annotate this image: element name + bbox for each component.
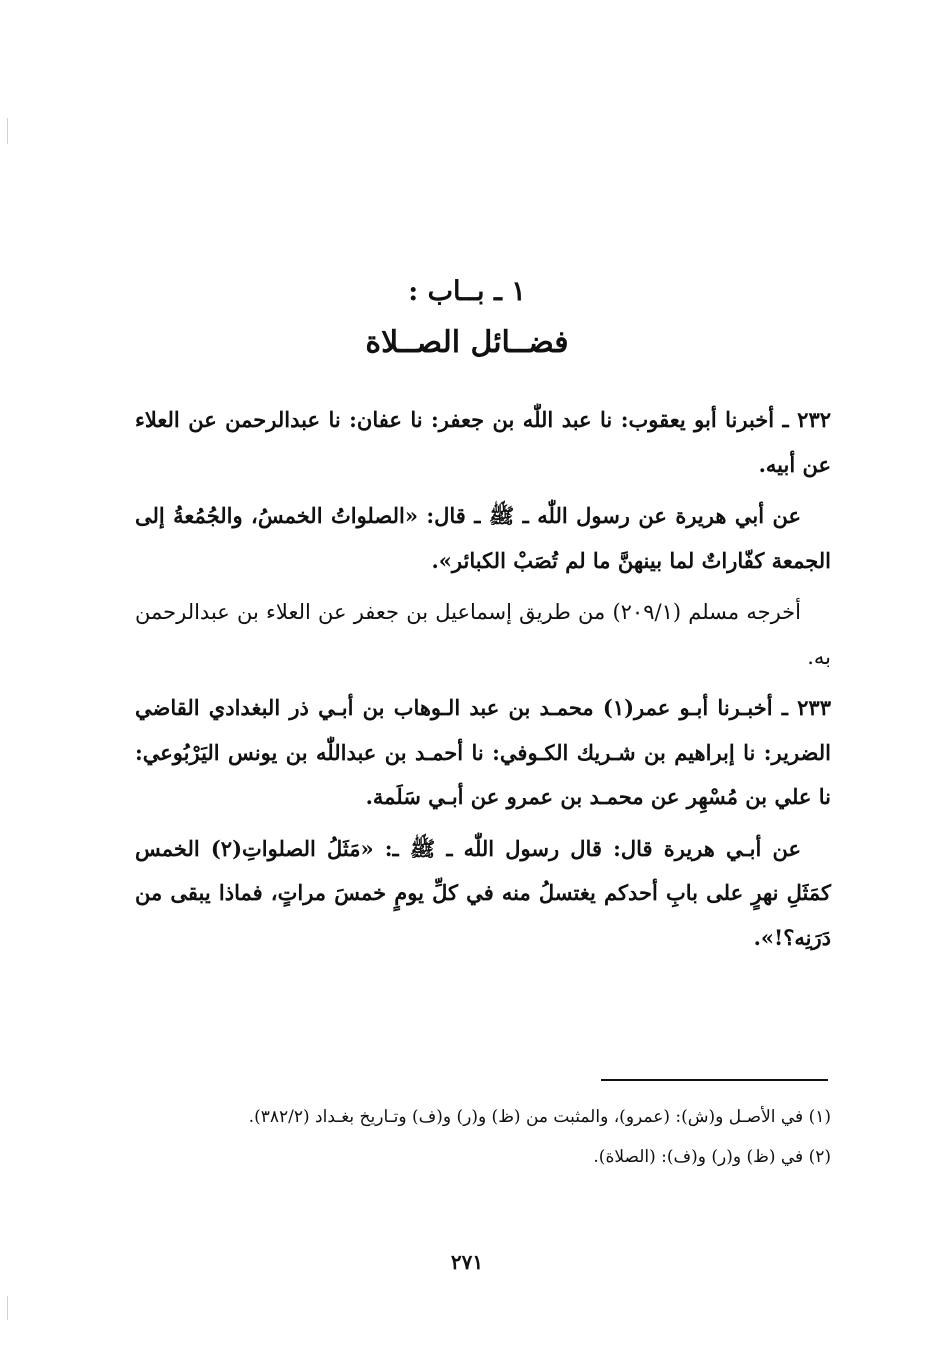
hadith-233-matn: عن أبـي هريرة قال: قال رسول اللّٰه ـ ﷺ ـ: «مَثَلُ الصلواتِ(٢) الخمس كمَثَلِ نهرٍ على بابِ أحدكم يغتسلُ منه في كلِّ يومٍ خمسَ مراتٍ، فماذا يبقى من دَرَنِه؟!».	[135, 835, 831, 950]
hadith-232-matn: عن أبي هريرة عن رسول اللّٰه ـ ﷺ ـ قال: «الصلواتُ الخمسُ، والجُمُعةُ إلى الجمعة كفّاراتٌ لما بينهنَّ ما لم تُصَبْ الكبائر».	[135, 503, 831, 573]
main-text	[135, 398, 831, 960]
chapter-title: فضــائل الصــلاة	[365, 325, 569, 360]
footnote-divider	[601, 1079, 828, 1081]
scan-edge-mark	[7, 118, 8, 144]
footnote-1: (١) في الأصـل و(ش): (عمرو)، والمثبت من (ظ) و(ر) و(ف) وتـاريخ بغـداد (٣٨٢/٢).	[248, 1107, 831, 1127]
hadith-232-isnad: ٢٣٢ ـ أخبرنا أبو يعقوب: نا عبد اللّٰه بن جعفر: نا عفان: نا عبدالرحمن عن العلاء عن أبيه.	[135, 407, 832, 477]
hadith-232-takhrij: أخرجه مسلم (٢٠٩/١) من طريق إسماعيل بن جعفر عن العلاء بن عبدالرحمن به.	[135, 600, 831, 669]
chapter-number: ١ ـ بــاب :	[408, 276, 526, 307]
scan-edge-mark	[7, 1296, 8, 1320]
footnotes	[135, 1100, 831, 1180]
footnote-2: (٢) في (ظ) و(ر) و(ف): (الصلاة).	[593, 1147, 831, 1167]
hadith-233-isnad: ٢٣٣ ـ أخبـرنا أبـو عمر(١) محمـد بن عبد الـوهاب بن أبـي ذر البغدادي القاضي الضرير: نا إبراهيم بن شـريك الكـوفي: نا أحمـد بن عبداللّٰه بن يونس اليَرْبُوعي: نا علي بن مُسْهِر عن محمـد بن عمرو عن أبـي سَلَمة.	[135, 695, 831, 809]
page-number: ٢٧١	[450, 1250, 484, 1274]
